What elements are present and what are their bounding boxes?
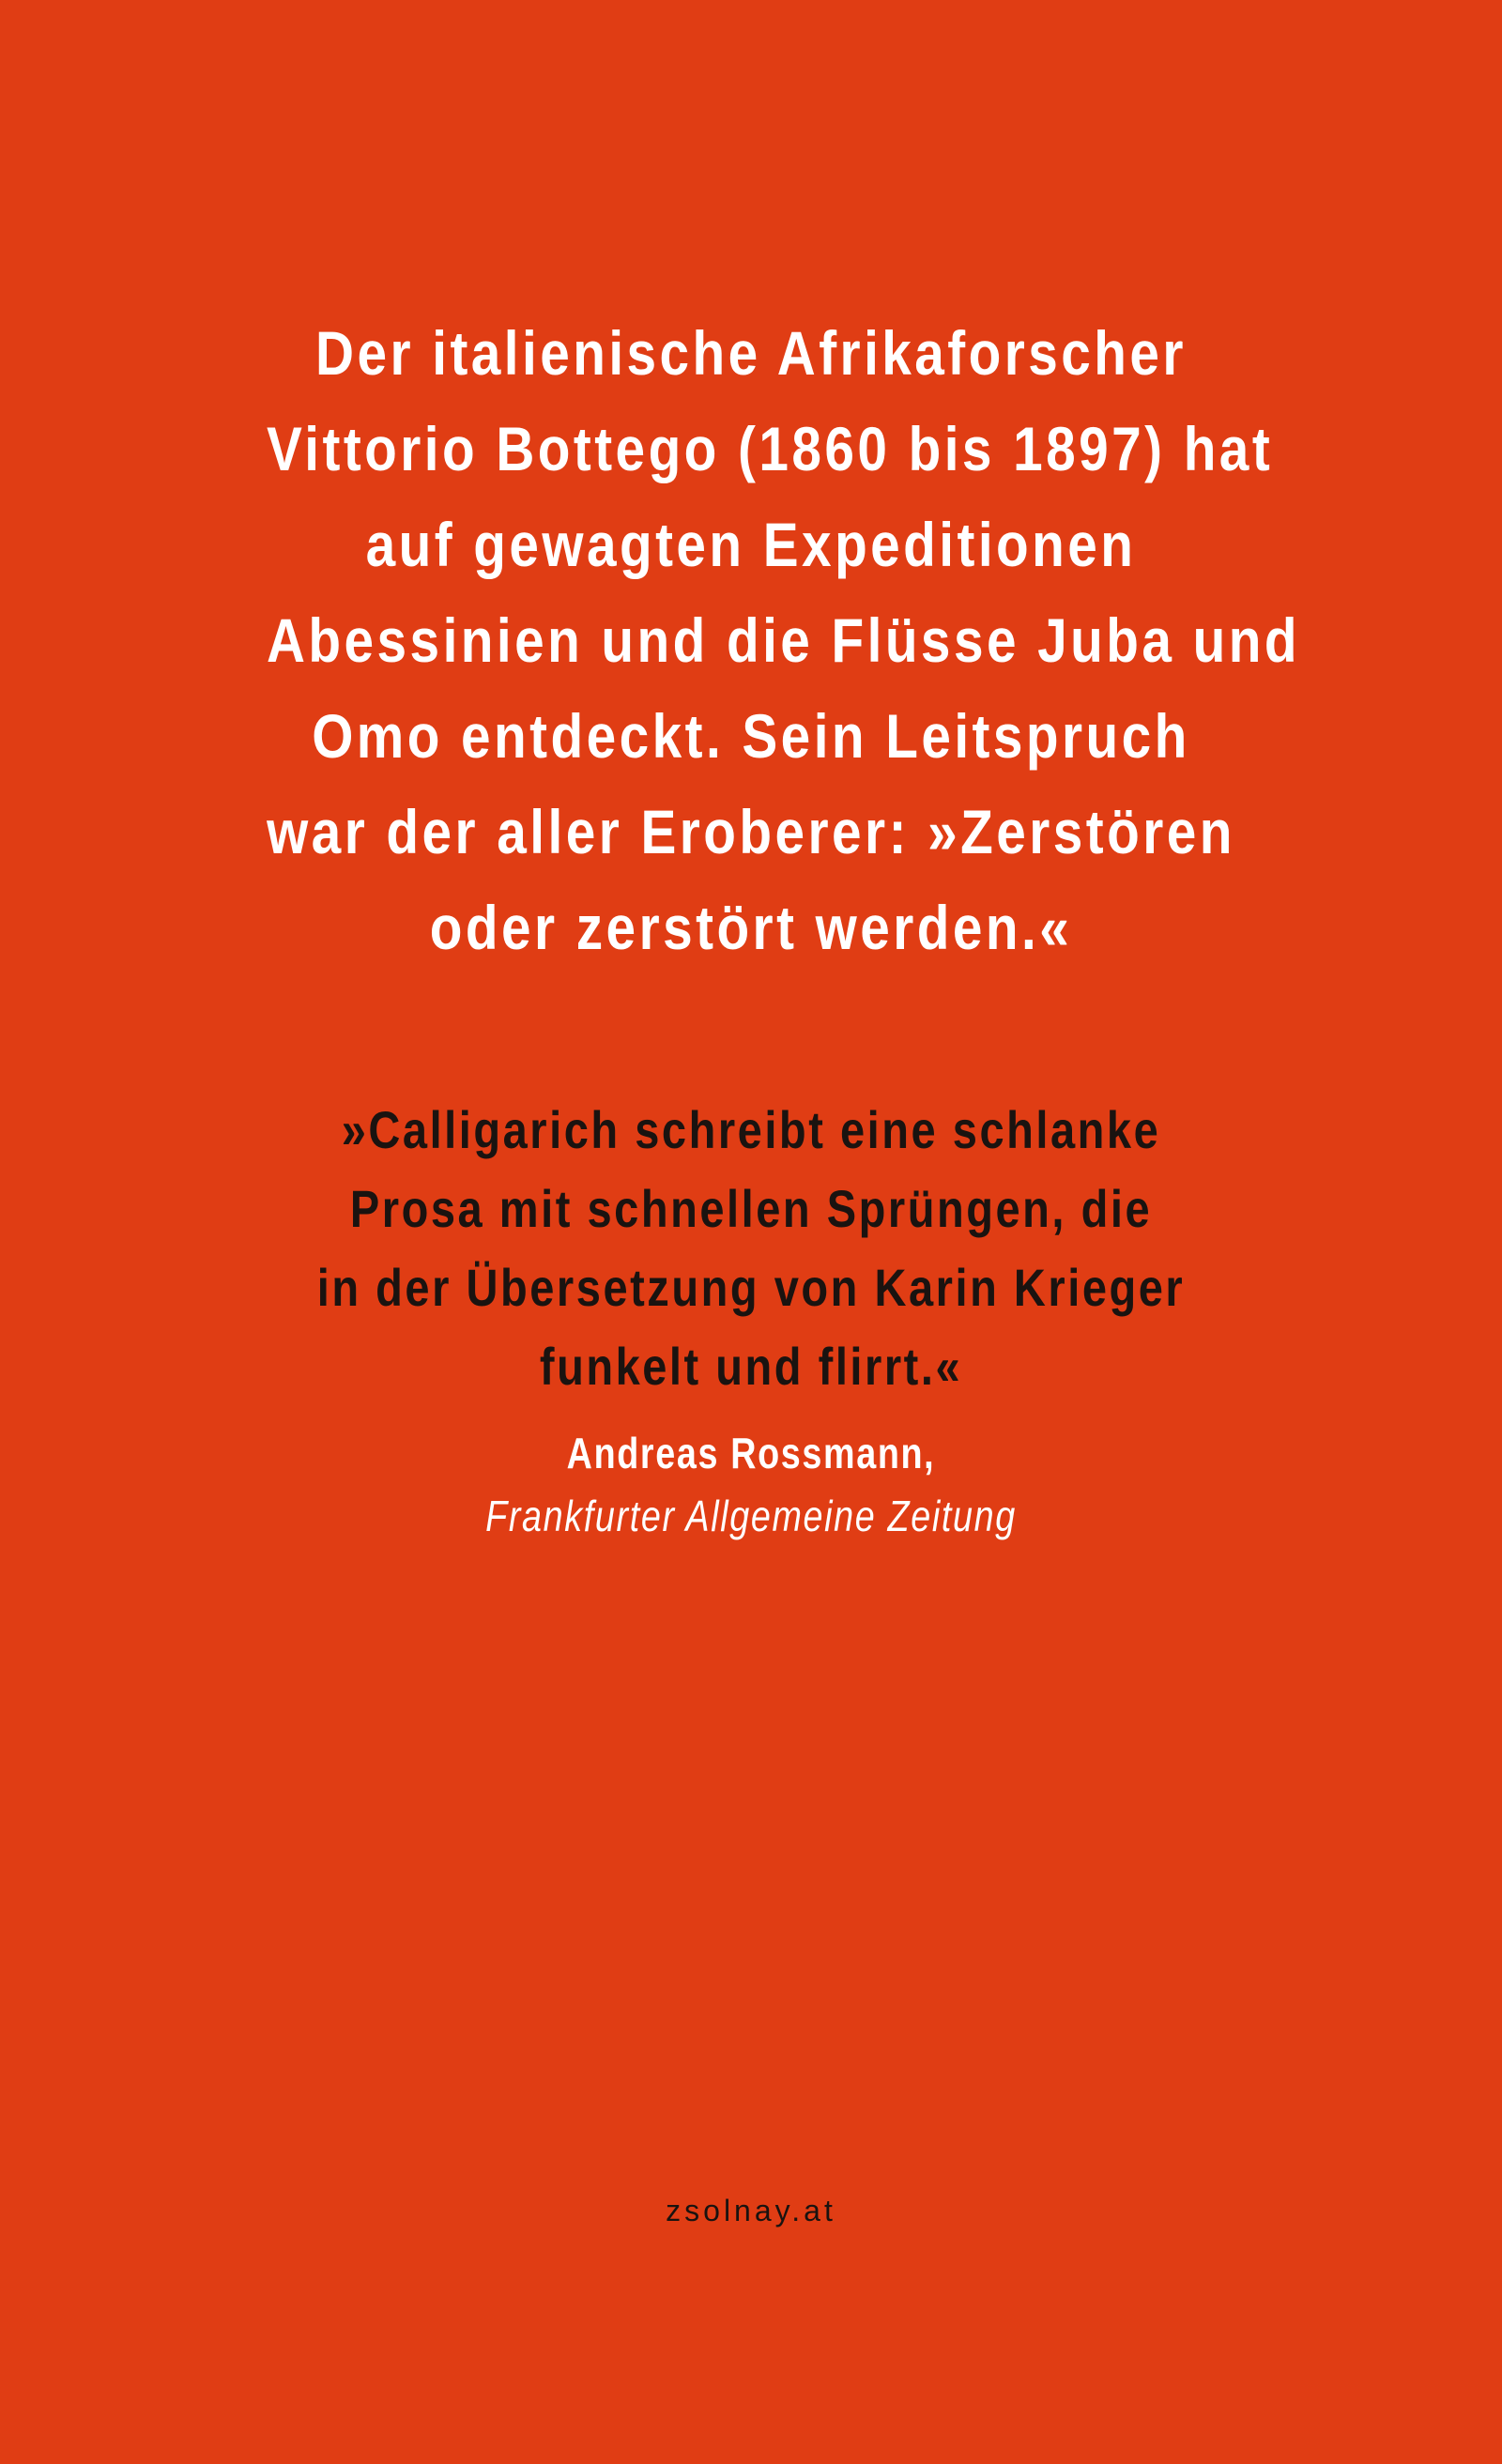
description-line: Abessinien und die Flüsse Juba und [267,605,1300,675]
description-line: Omo entdeckt. Sein Leitspruch [312,701,1190,771]
description-line: auf gewagten Expeditionen [365,510,1137,579]
description-line: Vittorio Bottego (1860 bis 1897) hat [267,414,1274,483]
quote-line: Prosa mit schnellen Sprüngen, die [349,1179,1153,1238]
description-line: war der aller Eroberer: »Zerstören [267,797,1235,866]
quote-author: Andreas Rossmann, [566,1429,936,1477]
review-quote [188,1091,1314,1406]
quote-attribution [188,1422,1314,1548]
publisher-url: zsolnay.at [666,2194,836,2227]
quote-source: Frankfurter Allgemeine Zeitung [485,1492,1017,1540]
quote-line: »Calligarich schreibt eine schlanke [341,1100,1161,1159]
description-line: Der italienische Afrikaforscher [315,318,1187,388]
quote-line: in der Übersetzung von Karin Krieger [316,1258,1186,1317]
description-line: oder zerstört werden.« [429,893,1073,962]
book-description [188,305,1314,975]
quote-line: funkelt und flirrt.« [539,1337,963,1396]
